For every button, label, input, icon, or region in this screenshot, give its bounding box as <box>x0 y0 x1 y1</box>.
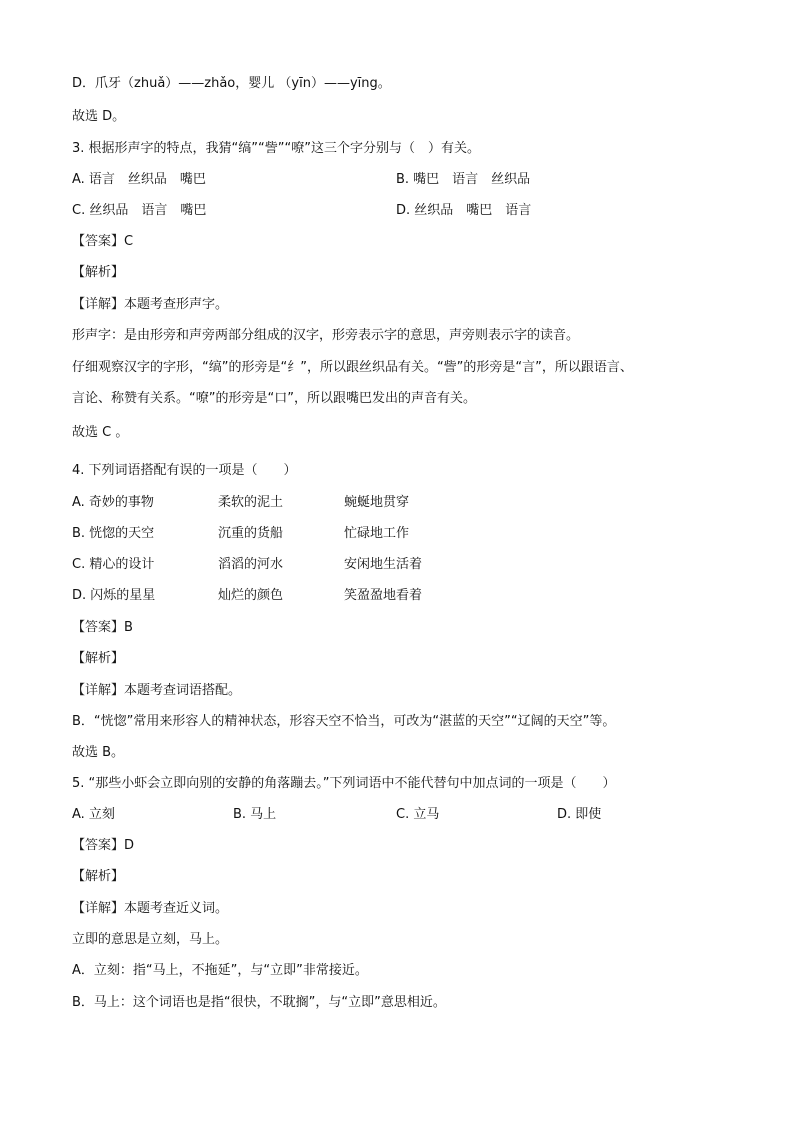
detail-tag: 【详解】 <box>72 297 125 312</box>
q2-conclusion: 故选 D。 <box>72 109 126 124</box>
q5-stem: 5. “那些小虾会立即向别的安静的角落蹦去。”下列词语中不能代替句中加点词的一项是（ ） <box>72 776 616 791</box>
answer-value: B <box>124 620 133 635</box>
q5-line-1: 立即的意思是立刻，马上。 <box>72 932 229 947</box>
answer-tag: 【答案】 <box>72 838 125 853</box>
q3-stem: 3. 根据形声字的特点，我猜“缟”“訾”“嘹”这三个字分别与（ ）有关。 <box>72 141 480 156</box>
q4-row-b-col1: B. 恍惚的天空 <box>72 526 155 541</box>
detail-text: 本题考查近义词。 <box>124 901 229 916</box>
detail-text: 本题考查形声字。 <box>124 297 229 312</box>
q4-conclusion: 故选 B。 <box>72 745 125 760</box>
q4-row-a-col3: 蜿蜒地贯穿 <box>344 495 410 510</box>
q4-row-c-col1: C. 精心的设计 <box>72 557 155 572</box>
q4-row-b-col3: 忙碌地工作 <box>344 526 410 541</box>
detail-tag: 【详解】 <box>72 901 125 916</box>
q4-row-d-col2: 灿烂的颜色 <box>218 588 284 603</box>
q5-option-c: C. 立马 <box>396 807 440 822</box>
q4-row-d-col1: D. 闪烁的星星 <box>72 588 156 603</box>
q3-line-1: 形声字：是由形旁和声旁两部分组成的汉字，形旁表示字的意思，声旁则表示字的读音。 <box>72 328 580 343</box>
q4-row-b-col2: 沉重的货船 <box>218 526 284 541</box>
q3-conclusion: 故选 C 。 <box>72 425 129 440</box>
q5-line-2: A．立刻：指“马上，不拖延”，与“立即”非常接近。 <box>72 963 368 978</box>
q3-line-3: 言论、称赞有关系。“嘹”的形旁是“口”，所以跟嘴巴发出的声音有关。 <box>72 391 476 406</box>
q4-analysis-tag: 【解析】 <box>72 651 125 666</box>
q5-option-b: B. 马上 <box>233 807 277 822</box>
q4-stem: 4. 下列词语搭配有误的一项是（ ） <box>72 463 297 478</box>
answer-tag: 【答案】 <box>72 620 125 635</box>
q3-option-b: B. 嘴巴 语言 丝织品 <box>396 172 531 187</box>
q4-answer <box>72 619 133 637</box>
q5-option-a: A. 立刻 <box>72 807 115 822</box>
q4-line: B．“恍惚”常用来形容人的精神状态，形容天空不恰当，可改为“湛蓝的天空”“辽阔的天空”等。 <box>72 714 616 729</box>
q3-answer <box>72 233 133 251</box>
detail-tag: 【详解】 <box>72 683 125 698</box>
q4-row-a-col1: A. 奇妙的事物 <box>72 495 154 510</box>
q3-option-d: D. 丝织品 嘴巴 语言 <box>396 203 532 218</box>
q4-detail <box>72 682 241 700</box>
q3-option-c: C. 丝织品 语言 嘴巴 <box>72 203 207 218</box>
q4-row-c-col2: 滔滔的河水 <box>218 557 284 572</box>
q5-analysis-tag: 【解析】 <box>72 869 125 884</box>
answer-value: C <box>124 234 134 249</box>
q3-analysis-tag: 【解析】 <box>72 265 125 280</box>
q4-row-c-col3: 安闲地生活着 <box>344 557 423 572</box>
q2-option-d: D．爪牙（zhuǎ）——zhǎo，婴儿 （yīn）——yīng。 <box>72 76 391 91</box>
q3-option-a: A. 语言 丝织品 嘴巴 <box>72 172 206 187</box>
q4-row-a-col2: 柔软的泥土 <box>218 495 284 510</box>
q5-line-3: B．马上：这个词语也是指“很快，不耽搁”，与“立即”意思相近。 <box>72 995 446 1010</box>
q3-detail <box>72 296 228 314</box>
answer-tag: 【答案】 <box>72 234 125 249</box>
detail-text: 本题考查词语搭配。 <box>124 683 242 698</box>
q5-detail <box>72 900 228 918</box>
q5-answer <box>72 837 134 855</box>
q5-option-d: D. 即使 <box>557 807 602 822</box>
q4-row-d-col3: 笑盈盈地看着 <box>344 588 423 603</box>
q3-line-2: 仔细观察汉字的字形，“缟”的形旁是“纟”，所以跟丝织品有关。“訾”的形旁是“言”，所以跟语言、 <box>72 360 633 375</box>
answer-value: D <box>124 838 135 853</box>
